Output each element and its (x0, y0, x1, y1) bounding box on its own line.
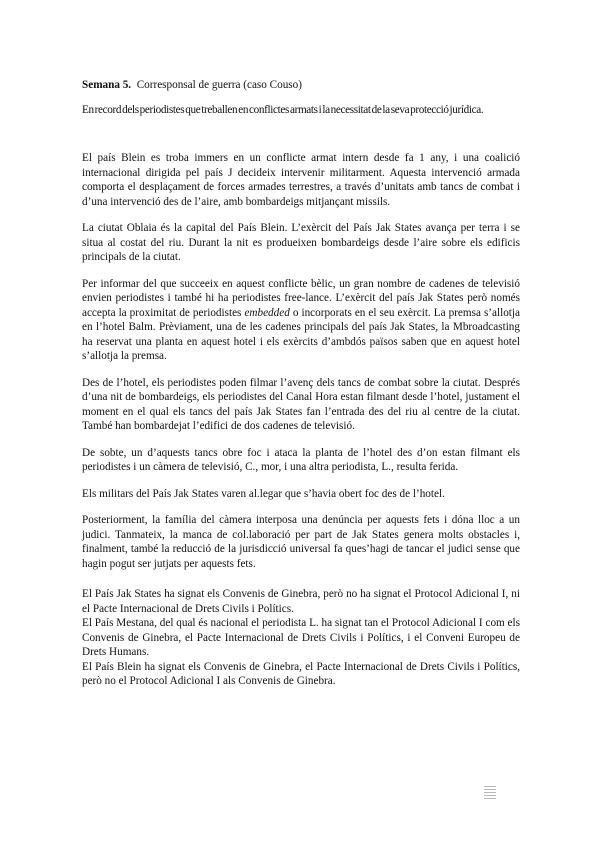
page-lines-icon (484, 786, 496, 800)
topic-label: Corresponsal de guerra (caso Couso) (136, 79, 302, 91)
treaty-blein: El País Blein ha signat els Convenis de Ginebra, el Pacte Internacional de Drets Civils i Polítics, però no el Protocol Adicional I als Convenis de Ginebra. (82, 660, 520, 687)
paragraph-press-after: o incorporats en el seu exèrcit. La premsa s’allotja en l’hotel Balm. Prèviament, una de les cadenes principals del país Jak States, la Mbroadcasting ha reservat una planta en aquest hotel i els exèrcits d’ambdós països saben que en aquest hotel s’allotja la premsa. (82, 306, 520, 362)
paragraph-hotel: Des de l’hotel, els periodistes poden filmar l’avenç dels tancs de combat sobre la ciutat. Després d’una nit de bombardeigs, els periodistes del Canal Hora estan filmant desde l’hotel, justament el moment en el qual els tancs del país Jak States fan l’entrada des del riu al centre de la ciutat. També han bombardejat l’edifici de dos cadenes de televisió. (82, 376, 520, 432)
document-title (82, 78, 520, 93)
paragraph-capital: La ciutat Oblaia és la capital del País Blein. L’exèrcit del País Jak States avança per terra i se situa al costat del riu. Durant la nit es produeixen bombardeigs desde l’aire sobre els edificis principals de la ciutat. (82, 222, 520, 263)
treaty-mestana: El País Mestana, del qual és nacional el periodista L. ha signat tan el Protocol Adicional I com els Convenis de Ginebra, el Pacte Internacional de Drets Civils i Polítics, i el Conveni Europeu de Drets Humans. (82, 617, 520, 658)
paragraph-press (82, 277, 520, 364)
paragraph-attack: De sobte, un d’aquests tancs obre foc i ataca la planta de l’hotel des d’on estan filmant els periodistes i un càmera de televisió, C., mor, i una altra periodista, L., resulta ferida. (82, 446, 520, 473)
paragraph-lawsuit: Posteriorment, la família del càmera interposa una denúncia per aquests fets i dóna lloc a un judici. Tanmateix, la manca de col.laboració per part de Jak States genera molts obstacles i, finalment, també la reducció de la jurisdicció universal fa ques’hagi de tancar el judici sense que hagin pogut ser jutjats per aquests fets. (82, 514, 520, 570)
intro-paragraph: En record dels periodistes que treballen en conflictes armats i la necessitat de la seva protecció jurídica. (82, 103, 484, 116)
week-label: Semana 5. (82, 79, 132, 91)
embedded-term: embedded (244, 306, 290, 319)
paragraph-press-before: Per informar del que succeeix en aquest conflicte bèlic, un gran nombre de cadenes de televisió envien periodistes i també hi ha periodistes free-lance. L’exèrcit del país Jak States però només accepta la proximitat de periodistes (82, 277, 520, 319)
treaty-jak-states: El País Jak States ha signat els Convenis de Ginebra, però no ha signat el Protocol Adicional I, ni el Pacte Internacional de Drets Civils i Polítics. (82, 588, 520, 615)
paragraph-military: Els militars del País Jak States varen al.legar que s’havia obert foc des de l’hotel. (82, 487, 445, 500)
paragraph-context: El país Blein es troba immers en un conflicte armat intern desde fa 1 any, i una coalició internacional dirigida pel país J decideix intervenir militarment. Aquesta intervenció armada comporta el desplaçament de forces armades terrestres, a través d’unitats amb tancs de combat i d’una intervenció des de l’aire, amb bombardeigs mitjançant missils. (82, 152, 520, 208)
document-page (82, 78, 520, 689)
